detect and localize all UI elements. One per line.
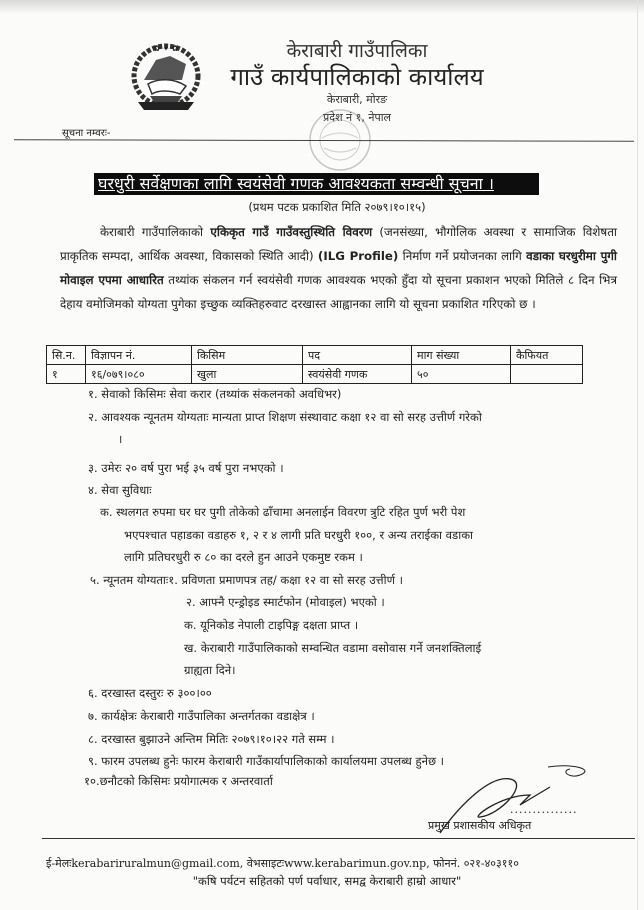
condition-item-8: ८. दरखास्त बुझाउने अन्तिम मितिः २०७९।१०।२२ गते सम्म । (88, 732, 335, 746)
table-header-cell: विज्ञापन नं. (86, 346, 192, 365)
intro-bold-text: वडाका घरधुरीमा पुगी मोवाइल एपमा आधारित (60, 249, 617, 287)
office-name: गाउँ कार्यपालिकाको कार्यालय (230, 63, 484, 91)
table-row (47, 365, 583, 384)
table-cell: १६/०७९।०८० (86, 365, 192, 384)
office-seal-stamp-icon (300, 108, 380, 178)
condition-item-4-ka-line3: लागि प्रतिघरधुरी रु ८० का दरले हुन आउने एकमुष्ट रकम । (124, 550, 363, 564)
footer-divider (42, 838, 635, 839)
address-line-1: केराबारी, मोरङ (326, 93, 388, 106)
intro-text: निर्माण गर्ने प्रयोजनका लागि (398, 249, 527, 263)
condition-item-1: १. सेवाको किसिमः सेवा करार (तथ्यांक संकलनको अवधिभर) (88, 387, 342, 401)
condition-item-2-cont: । (118, 432, 123, 446)
municipality-name: केराबारी गाउँपालिका (286, 40, 428, 62)
condition-item-5-ka: क. यूनिकोड नेपाली टाइपिङ्ग दक्षता प्राप्त । (184, 618, 359, 632)
intro-bold-text: (ILG Profile) (317, 249, 399, 263)
intro-text: केराबारी गाउँपालिकाको (100, 225, 211, 239)
condition-item-5-kha-line2: ग्राह्यता दिने। (184, 663, 236, 677)
intro-text: (जनसंख्या, भौगोलिक अवस्था र सामाजिक विशेषता प्राकृतिक सम्पदा, आर्थिक अवस्था, विकासको स्थिति आदी) (60, 225, 617, 263)
slogan: "कषि पर्यटन सहितको पर्ण पर्वाधार, समद्व केराबारी हाम्रो आधार" (192, 874, 462, 888)
intro-text: तथ्यांक संकलन गर्न स्वयंसेवी गणक आवश्यक भएको हुँदा यो सूचना प्रकाशन भएको मितिले ८ दिन भित्र देहाय वमोजिमको योग्यता पुगेका इच्छुक व्यक्तिहरुवाट दरखास्त आह्वानका लागि यो सूचना प्रकाशित गरिएको छ । (60, 273, 617, 311)
table-header-cell: सि.न. (47, 346, 86, 365)
vacancy-table (46, 345, 583, 384)
table-cell: खुला (192, 365, 303, 384)
notice-title-text: घरधुरी सर्वेक्षणका लागि स्वयंसेवी गणक आवश्यकता सम्वन्धी सूचना । (98, 174, 494, 193)
condition-item-4: ४. सेवा सुविधाः (88, 483, 152, 497)
condition-item-4-ka-line2: भएपश्चात पहाडका वडाहरु १, २ र ४ लागी प्रति घरधुरी १००, र अन्य तराईका वडाका (124, 528, 473, 542)
condition-item-7: ७. कार्यक्षेत्रः केराबारी गाउँपालिका अन्तर्गतका वडाक्षेत्र । (88, 709, 315, 723)
condition-item-10: १०.छनौटको किसिमः प्रयोगात्मक र अन्तरवार्ता (84, 774, 273, 788)
signatory-title: प्रमुख प्रशासकीय अधिकृत (428, 819, 532, 832)
svg-text:✿ ✦ ✿: ✿ ✦ ✿ (153, 44, 179, 53)
table-cell: १ (47, 365, 86, 384)
page-edge (637, 0, 638, 910)
intro-bold-text: एकिकृत गाउँ गाउँवस्तुस्थिति विवरण (210, 225, 373, 239)
condition-item-5-kha: ख. केराबारी गाउँपालिकाको सम्वन्धित वडामा वसोवास गर्ने जनशक्तिलाई (184, 641, 482, 655)
table-cell: ५० (412, 365, 511, 384)
condition-item-4-ka: क. स्थलगत रुपमा घर घर पुगी तोकेको ढाँचामा अनलाईन विवरण त्रुटि रहित पुर्ण भरी पेश (100, 505, 466, 519)
notice-title (94, 173, 539, 195)
condition-item-6: ६. दरखास्त दस्तुरः रु ३००।०० (88, 686, 212, 700)
condition-item-2: २. आवश्यक न्यूनतम योग्यताः मान्यता प्राप्त शिक्षण संस्थावाट कक्षा १२ वा सो सरह उत्तीर्ण गरेको (88, 410, 482, 424)
condition-item-9: ९. फारम उपलब्ध हुनेः फारम केराबारी गाउँकार्यापालिकाको कार्यालयमा उपलब्ध हुनेछ । (88, 754, 445, 768)
intro-paragraph (60, 220, 617, 316)
table-header-row (47, 346, 583, 365)
condition-item-3: ३. उमेरः २० वर्ष पुरा भई ३५ वर्ष पुरा नभएको । (88, 461, 284, 475)
table-header-cell: कैफियत (511, 346, 583, 365)
signature-line: ............... (510, 803, 578, 816)
table-cell (511, 365, 583, 384)
publication-date: (प्रथम पटक प्रकाशित मिति २०७९।१०।१५) (248, 200, 426, 214)
address-line-2: प्रदेश नं १, नेपाल (322, 111, 392, 124)
table-header-cell: माग संख्या (412, 346, 511, 365)
condition-item-5-2: २. आफ्नै एन्ड्रोइड स्मार्टफोन (मोवाइल) भएको । (186, 595, 385, 609)
table-header-cell: किसिम (192, 346, 303, 365)
contact-info: ई-मेलःkerabariruralmun@gmail.com, वेभसाइटःwww.kerabarimun.gov.np, फोननं. ०२१-४०३११० (46, 857, 519, 870)
scan-shadow (0, 0, 644, 14)
notice-number-label: सूचना नम्वरः- (62, 128, 111, 139)
condition-item-5: ५. न्यूनतम योग्यताः१. प्रविणता प्रमाणपत्र तह/ कक्षा १२ वा सो सरह उत्तीर्ण । (90, 573, 403, 587)
table-header-cell: पद (303, 346, 412, 365)
table-cell: स्वयंसेवी गणक (303, 365, 412, 384)
